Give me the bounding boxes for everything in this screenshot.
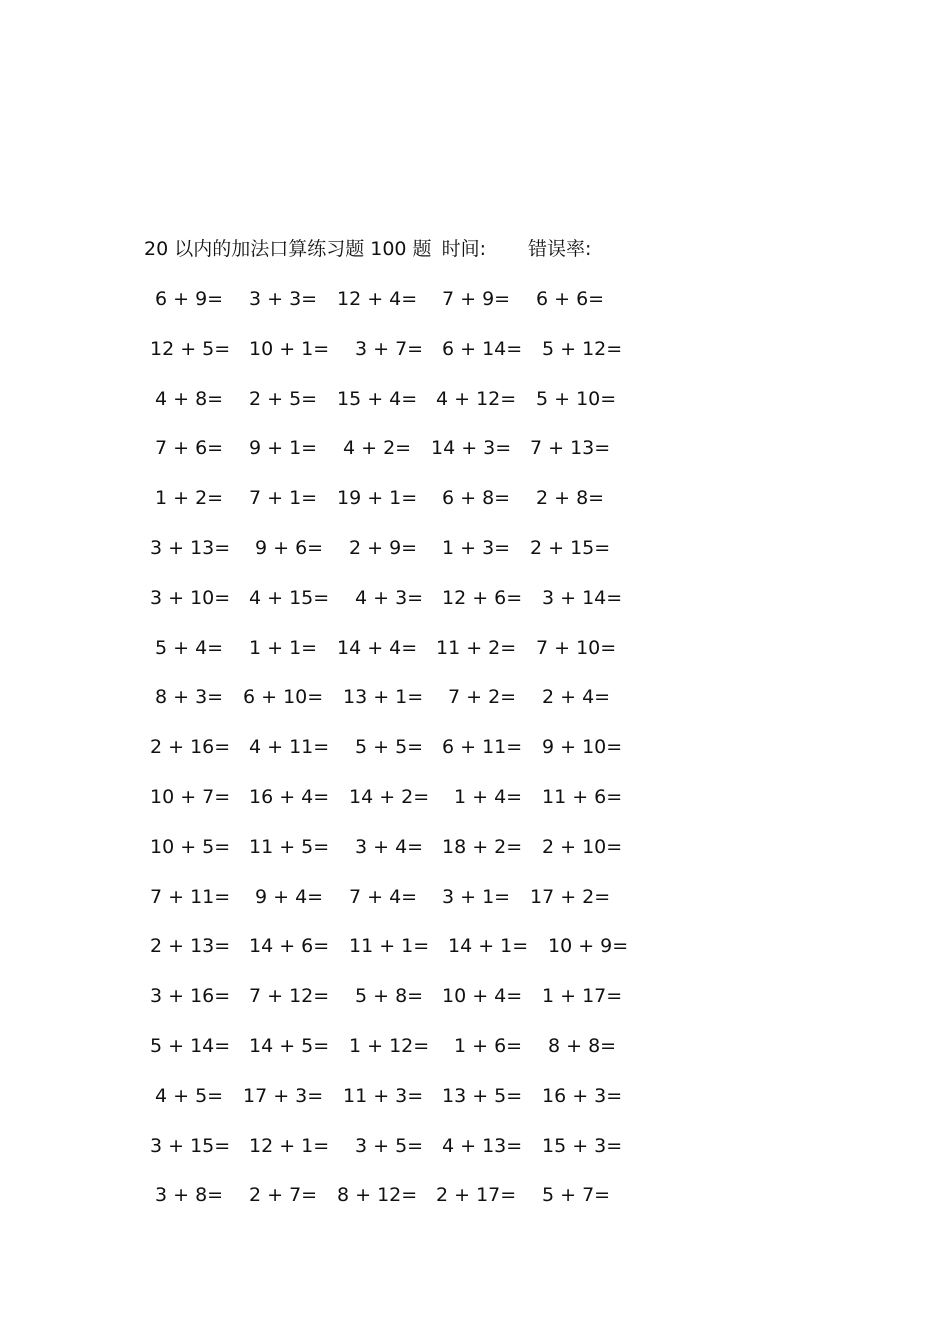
- problem-item: 6 + 11=: [442, 736, 523, 759]
- problem-item: 12 + 6=: [442, 586, 523, 609]
- problem-item: 3 + 7=: [355, 337, 424, 360]
- problem-item: 19 + 1=: [337, 487, 418, 510]
- problem-item: 6 + 9=: [155, 288, 224, 310]
- problem-item: 18 + 2=: [442, 835, 523, 858]
- problem-item: 10 + 1=: [249, 337, 330, 360]
- problem-row: [0, 1133, 950, 1183]
- problem-item: 12 + 4=: [337, 288, 418, 310]
- problem-item: 3 + 5=: [355, 1134, 424, 1157]
- problem-row: [0, 1182, 950, 1232]
- problem-item: 16 + 4=: [249, 785, 330, 808]
- problem-item: 10 + 5=: [150, 835, 231, 858]
- problem-item: 3 + 8=: [155, 1184, 224, 1207]
- problem-row: [0, 485, 950, 535]
- problem-item: 9 + 4=: [255, 885, 324, 908]
- problem-item: 7 + 6=: [155, 437, 224, 460]
- problem-row: [0, 286, 950, 336]
- problem-item: 7 + 2=: [448, 686, 517, 709]
- problem-item: 17 + 3=: [243, 1084, 324, 1107]
- problem-row: [0, 336, 950, 386]
- problem-item: 3 + 4=: [355, 835, 424, 858]
- problem-item: 11 + 2=: [436, 636, 517, 659]
- problem-item: 14 + 5=: [249, 1034, 330, 1057]
- problem-item: 2 + 13=: [150, 935, 231, 958]
- problem-item: 3 + 10=: [150, 586, 231, 609]
- problem-item: 4 + 2=: [343, 437, 412, 460]
- problem-item: 4 + 15=: [249, 586, 330, 609]
- problem-item: 4 + 5=: [155, 1084, 224, 1107]
- problem-item: 5 + 8=: [355, 985, 424, 1008]
- problem-item: 8 + 8=: [548, 1034, 617, 1057]
- problem-item: 3 + 3=: [249, 288, 318, 310]
- problem-item: 4 + 12=: [436, 387, 517, 410]
- problem-item: 4 + 11=: [249, 736, 330, 759]
- problem-item: 7 + 4=: [349, 885, 418, 908]
- problem-item: 10 + 9=: [548, 935, 629, 958]
- problem-item: 2 + 8=: [536, 487, 605, 510]
- problem-item: 12 + 5=: [150, 337, 231, 360]
- problem-item: 5 + 12=: [542, 337, 623, 360]
- problem-item: 3 + 15=: [150, 1134, 231, 1157]
- problem-item: 1 + 3=: [442, 536, 511, 559]
- problem-item: 5 + 7=: [542, 1184, 611, 1207]
- problem-row: [0, 784, 950, 834]
- problem-item: 1 + 12=: [349, 1034, 430, 1057]
- problem-item: 7 + 12=: [249, 985, 330, 1008]
- problem-item: 16 + 3=: [542, 1084, 623, 1107]
- problem-item: 3 + 1=: [442, 885, 511, 908]
- problem-row: [0, 1033, 950, 1083]
- problem-item: 11 + 6=: [542, 785, 623, 808]
- problem-item: 5 + 5=: [355, 736, 424, 759]
- problem-row: [0, 684, 950, 734]
- worksheet-header: [144, 236, 591, 262]
- problem-item: 4 + 3=: [355, 586, 424, 609]
- problem-item: 14 + 4=: [337, 636, 418, 659]
- problem-item: 14 + 1=: [448, 935, 529, 958]
- problem-grid: [0, 286, 950, 1232]
- problem-item: 2 + 17=: [436, 1184, 517, 1207]
- problem-item: 11 + 3=: [343, 1084, 424, 1107]
- problem-item: 7 + 9=: [442, 288, 511, 310]
- problem-item: 10 + 7=: [150, 785, 231, 808]
- problem-row: [0, 933, 950, 983]
- time-label: 时间:: [441, 238, 486, 260]
- problem-item: 4 + 13=: [442, 1134, 523, 1157]
- problem-item: 7 + 10=: [536, 636, 617, 659]
- problem-row: [0, 983, 950, 1033]
- problem-item: 11 + 1=: [349, 935, 430, 958]
- problem-item: 5 + 4=: [155, 636, 224, 659]
- problem-item: 7 + 1=: [249, 487, 318, 510]
- problem-item: 13 + 5=: [442, 1084, 523, 1107]
- problem-item: 14 + 2=: [349, 785, 430, 808]
- problem-item: 2 + 4=: [542, 686, 611, 709]
- problem-item: 7 + 11=: [150, 885, 231, 908]
- problem-row: [0, 1083, 950, 1133]
- problem-row: [0, 635, 950, 685]
- problem-item: 1 + 2=: [155, 487, 224, 510]
- problem-item: 1 + 6=: [454, 1034, 523, 1057]
- problem-item: 10 + 4=: [442, 985, 523, 1008]
- problem-item: 2 + 7=: [249, 1184, 318, 1207]
- problem-item: 14 + 3=: [431, 437, 512, 460]
- problem-item: 4 + 8=: [155, 387, 224, 410]
- problem-row: [0, 435, 950, 485]
- problem-item: 9 + 6=: [255, 536, 324, 559]
- problem-row: [0, 386, 950, 436]
- problem-item: 1 + 4=: [454, 785, 523, 808]
- problem-item: 2 + 5=: [249, 387, 318, 410]
- problem-item: 13 + 1=: [343, 686, 424, 709]
- problem-item: 14 + 6=: [249, 935, 330, 958]
- problem-item: 3 + 13=: [150, 536, 231, 559]
- problem-item: 6 + 6=: [536, 288, 605, 310]
- problem-item: 1 + 1=: [249, 636, 318, 659]
- worksheet-title: 20 以内的加法口算练习题 100 题: [144, 238, 432, 260]
- problem-row: [0, 734, 950, 784]
- problem-row: [0, 585, 950, 635]
- problem-item: 8 + 3=: [155, 686, 224, 709]
- problem-row: [0, 834, 950, 884]
- problem-item: 1 + 17=: [542, 985, 623, 1008]
- problem-item: 6 + 10=: [243, 686, 324, 709]
- problem-item: 8 + 12=: [337, 1184, 418, 1207]
- problem-item: 5 + 10=: [536, 387, 617, 410]
- problem-item: 5 + 14=: [150, 1034, 231, 1057]
- problem-item: 2 + 10=: [542, 835, 623, 858]
- problem-item: 12 + 1=: [249, 1134, 330, 1157]
- problem-item: 7 + 13=: [530, 437, 611, 460]
- error-rate-label: 错误率:: [527, 238, 592, 260]
- problem-row: [0, 884, 950, 934]
- problem-item: 3 + 16=: [150, 985, 231, 1008]
- problem-item: 3 + 14=: [542, 586, 623, 609]
- problem-row: [0, 535, 950, 585]
- problem-item: 6 + 14=: [442, 337, 523, 360]
- problem-item: 17 + 2=: [530, 885, 611, 908]
- problem-item: 15 + 3=: [542, 1134, 623, 1157]
- problem-item: 15 + 4=: [337, 387, 418, 410]
- problem-item: 9 + 1=: [249, 437, 318, 460]
- problem-item: 2 + 9=: [349, 536, 418, 559]
- problem-item: 2 + 15=: [530, 536, 611, 559]
- problem-item: 2 + 16=: [150, 736, 231, 759]
- problem-item: 6 + 8=: [442, 487, 511, 510]
- problem-item: 9 + 10=: [542, 736, 623, 759]
- problem-item: 11 + 5=: [249, 835, 330, 858]
